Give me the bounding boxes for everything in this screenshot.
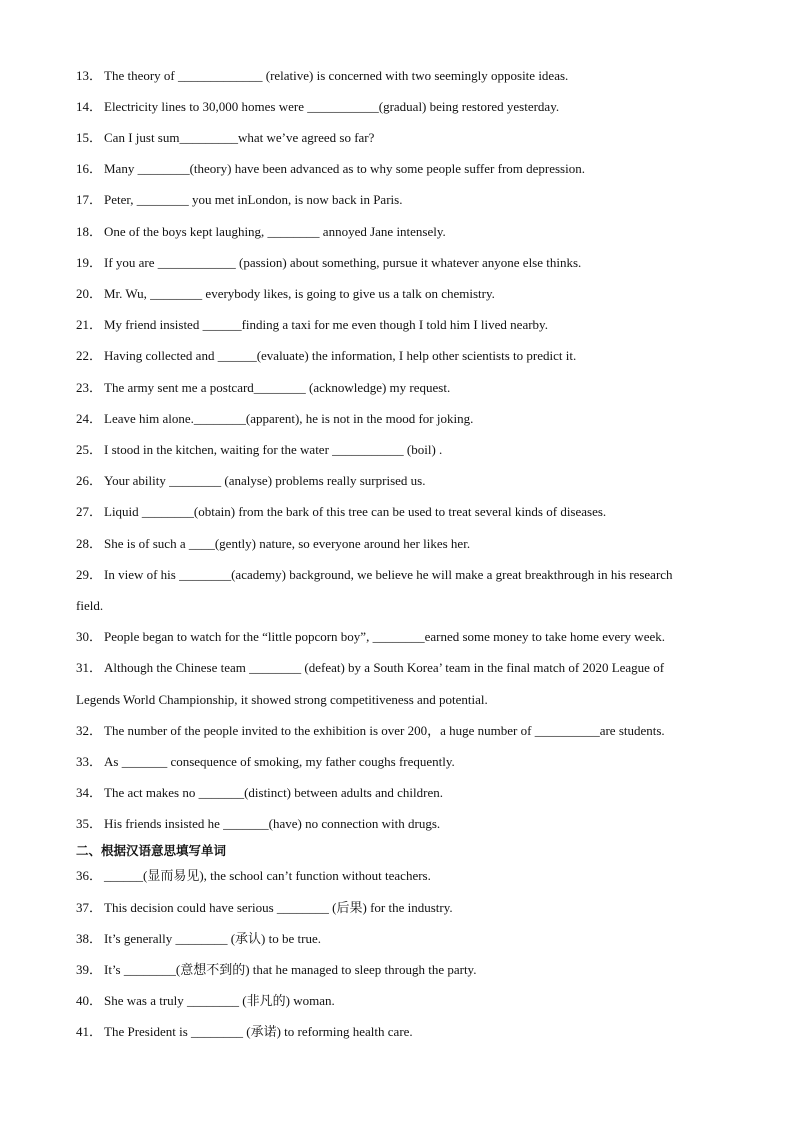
question-number: 39． [76,962,103,977]
question-text: It’s generally ________ (承认) to be true. [104,931,321,946]
question-35 [76,816,440,832]
question-41 [76,1024,413,1040]
question-number: 15． [76,130,103,145]
question-text: This decision could have serious ________ (后果) for the industry. [104,900,453,915]
question-26 [76,473,425,489]
question-13 [76,68,568,84]
question-37 [76,900,453,916]
question-29-continuation: field. [76,598,104,613]
question-number: 28． [76,536,103,551]
question-33 [76,754,455,770]
question-number: 30． [76,629,103,644]
question-number: 26． [76,473,103,488]
question-17 [76,192,402,208]
question-text: Liquid ________(obtain) from the bark of this tree can be used to treat several kinds of diseases. [104,504,607,519]
question-text: Having collected and ______(evaluate) the information, I help other scientists to predict it. [104,348,577,363]
question-text: If you are ____________ (passion) about something, pursue it whatever anyone else thinks. [104,255,582,270]
question-number: 23． [76,380,103,395]
question-36 [76,868,431,884]
section-heading: 二、根据汉语意思填写单词 [76,843,227,858]
question-text: The theory of _____________ (relative) is concerned with two seemingly opposite ideas. [104,68,569,83]
question-31-continuation: Legends World Championship, it showed strong competitiveness and potential. [76,692,488,707]
question-21 [76,317,548,333]
question-15 [76,130,374,146]
question-number: 27． [76,504,103,519]
question-number: 14． [76,99,103,114]
question-number: 33． [76,754,103,769]
question-number: 18． [76,224,103,239]
question-number: 22． [76,348,103,363]
question-text: The number of the people invited to the exhibition is over 200，a huge number of __________are students. [104,723,665,738]
question-text: Leave him alone.________(apparent), he is not in the mood for joking. [104,411,474,426]
question-number: 17． [76,192,103,207]
question-28 [76,536,470,552]
question-25 [76,442,442,458]
question-34 [76,785,443,801]
question-number: 31． [76,660,103,675]
question-18 [76,224,446,240]
question-14 [76,99,559,115]
question-text: Your ability ________ (analyse) problems really surprised us. [104,473,426,488]
question-text: Although the Chinese team ________ (defeat) by a South Korea’ team in the final match of 2020 League of [104,660,665,675]
question-text: She was a truly ________ (非凡的) woman. [104,993,335,1008]
question-38 [76,931,321,947]
question-number: 34． [76,785,103,800]
question-text: As _______ consequence of smoking, my father coughs frequently. [104,754,455,769]
question-text: The army sent me a postcard________ (acknowledge) my request. [104,380,451,395]
question-27 [76,504,606,520]
question-text: My friend insisted ______finding a taxi for me even though I told him I lived nearby. [104,317,548,332]
question-32 [76,723,665,739]
question-text: The President is ________ (承诺) to reforming health care. [104,1024,413,1039]
question-text: The act makes no _______(distinct) between adults and children. [104,785,443,800]
question-number: 13． [76,68,103,83]
question-number: 16． [76,161,103,176]
question-20 [76,286,495,302]
question-text: I stood in the kitchen, waiting for the water ___________ (boil) . [104,442,443,457]
question-number: 37． [76,900,103,915]
question-number: 32． [76,723,103,738]
question-text: One of the boys kept laughing, ________ annoyed Jane intensely. [104,224,446,239]
question-29 [76,567,673,583]
question-40 [76,993,335,1009]
question-23 [76,380,450,396]
question-number: 38． [76,931,103,946]
question-text: Can I just sum_________what we’ve agreed so far? [104,130,375,145]
question-text: His friends insisted he _______(have) no connection with drugs. [104,816,441,831]
question-text: Many ________(theory) have been advanced as to why some people suffer from depression. [104,161,585,176]
question-number: 25． [76,442,103,457]
question-text: She is of such a ____(gently) nature, so everyone around her likes her. [104,536,471,551]
question-39 [76,962,476,978]
question-19 [76,255,581,271]
question-22 [76,348,576,364]
question-number: 29． [76,567,103,582]
question-text: It’s ________(意想不到的) that he managed to sleep through the party. [104,962,477,977]
question-text: Electricity lines to 30,000 homes were ___________(gradual) being restored yesterday. [104,99,560,114]
question-number: 40． [76,993,103,1008]
question-number: 41． [76,1024,103,1039]
question-31 [76,660,664,676]
question-number: 19． [76,255,103,270]
question-text: Mr. Wu, ________ everybody likes, is going to give us a talk on chemistry. [104,286,495,301]
question-number: 35． [76,816,103,831]
question-text: ______(显而易见), the school can’t function without teachers. [104,868,431,883]
question-text: Peter, ________ you met inLondon, is now back in Paris. [104,192,403,207]
question-24 [76,411,473,427]
question-number: 36． [76,868,103,883]
question-number: 24． [76,411,103,426]
question-16 [76,161,585,177]
question-30 [76,629,665,645]
question-text: People began to watch for the “little popcorn boy”, ________earned some money to take home every week. [104,629,665,644]
question-number: 20． [76,286,103,301]
question-text: In view of his ________(academy) background, we believe he will make a great breakthrough in his research [104,567,673,582]
question-number: 21． [76,317,103,332]
